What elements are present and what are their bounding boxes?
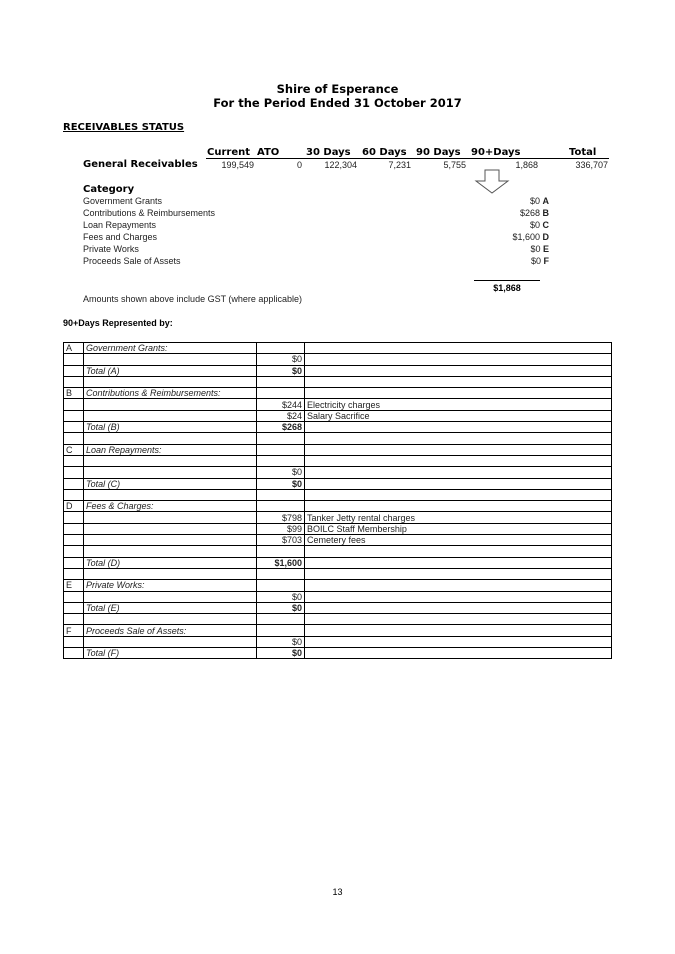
table-row: Total (E) $0 [64, 602, 612, 613]
col-header-total: Total [569, 147, 597, 158]
breakdown-table [63, 342, 612, 659]
header-rule [206, 158, 609, 159]
category-value: $0 C [529, 220, 549, 230]
col-header-90days: 90 Days [416, 147, 461, 158]
table-row: $0 [64, 636, 612, 647]
table-row: B Contributions & Reimbursements: [64, 388, 612, 399]
table-row: C Loan Repayments: [64, 444, 612, 455]
category-label: Government Grants [83, 196, 163, 206]
table-row: Total (D) $1,600 [64, 557, 612, 568]
category-value: $0 A [529, 196, 549, 206]
section-heading: RECEIVABLES STATUS [63, 122, 185, 133]
table-row: F Proceeds Sale of Assets: [64, 625, 612, 636]
table-row: $244 Electricity charges [64, 399, 612, 410]
category-label: Proceeds Sale of Assets [83, 256, 181, 266]
report-period: For the Period Ended 31 October 2017 [213, 96, 462, 110]
general-receivables-label: General Receivables [83, 159, 198, 170]
report-title: Shire of Esperance [276, 82, 399, 96]
gst-note: Amounts shown above include GST (where applicable) [83, 294, 302, 304]
value-ato: 0 [296, 160, 302, 170]
category-label: Loan Repayments [83, 220, 157, 230]
value-90days: 5,755 [443, 160, 466, 170]
table-row: $0 [64, 467, 612, 478]
table-row: $99 BOILC Staff Membership [64, 523, 612, 534]
represented-heading: 90+Days Represented by: [63, 318, 173, 328]
table-row: Total (F) $0 [64, 648, 612, 659]
table-row: E Private Works: [64, 580, 612, 591]
col-header-ato: ATO [257, 147, 280, 158]
value-30days: 122,304 [324, 160, 357, 170]
value-total: 336,707 [575, 160, 608, 170]
total-rule [474, 280, 540, 281]
category-value: $0 F [530, 256, 549, 266]
table-row: $0 [64, 591, 612, 602]
col-header-current: Current [207, 147, 251, 158]
category-heading: Category [83, 184, 135, 195]
category-label: Private Works [83, 244, 139, 254]
category-value: $268 B [519, 208, 549, 218]
table-row: $703 Cemetery fees [64, 535, 612, 546]
table-row: Total (B) $268 [64, 422, 612, 433]
down-arrow-icon [472, 168, 512, 196]
col-header-60days: 60 Days [362, 147, 407, 158]
table-row: $24 Salary Sacrifice [64, 410, 612, 421]
category-label: Fees and Charges [83, 232, 158, 242]
category-label: Contributions & Reimbursements [83, 208, 216, 218]
col-header-30days: 30 Days [306, 147, 351, 158]
value-90plus: 1,868 [515, 160, 538, 170]
table-row: Total (C) $0 [64, 478, 612, 489]
table-row: Total (A) $0 [64, 365, 612, 376]
value-60days: 7,231 [388, 160, 411, 170]
table-row: $798 Tanker Jetty rental charges [64, 512, 612, 523]
page-number: 13 [332, 887, 343, 897]
table-row: $0 [64, 354, 612, 365]
value-current: 199,549 [221, 160, 254, 170]
category-total: $1,868 [493, 283, 521, 293]
table-row: A Government Grants: [64, 343, 612, 354]
category-value: $1,600 D [512, 232, 549, 242]
col-header-90plus: 90+Days [471, 147, 521, 158]
category-value: $0 E [530, 244, 549, 254]
table-row: D Fees & Charges: [64, 501, 612, 512]
